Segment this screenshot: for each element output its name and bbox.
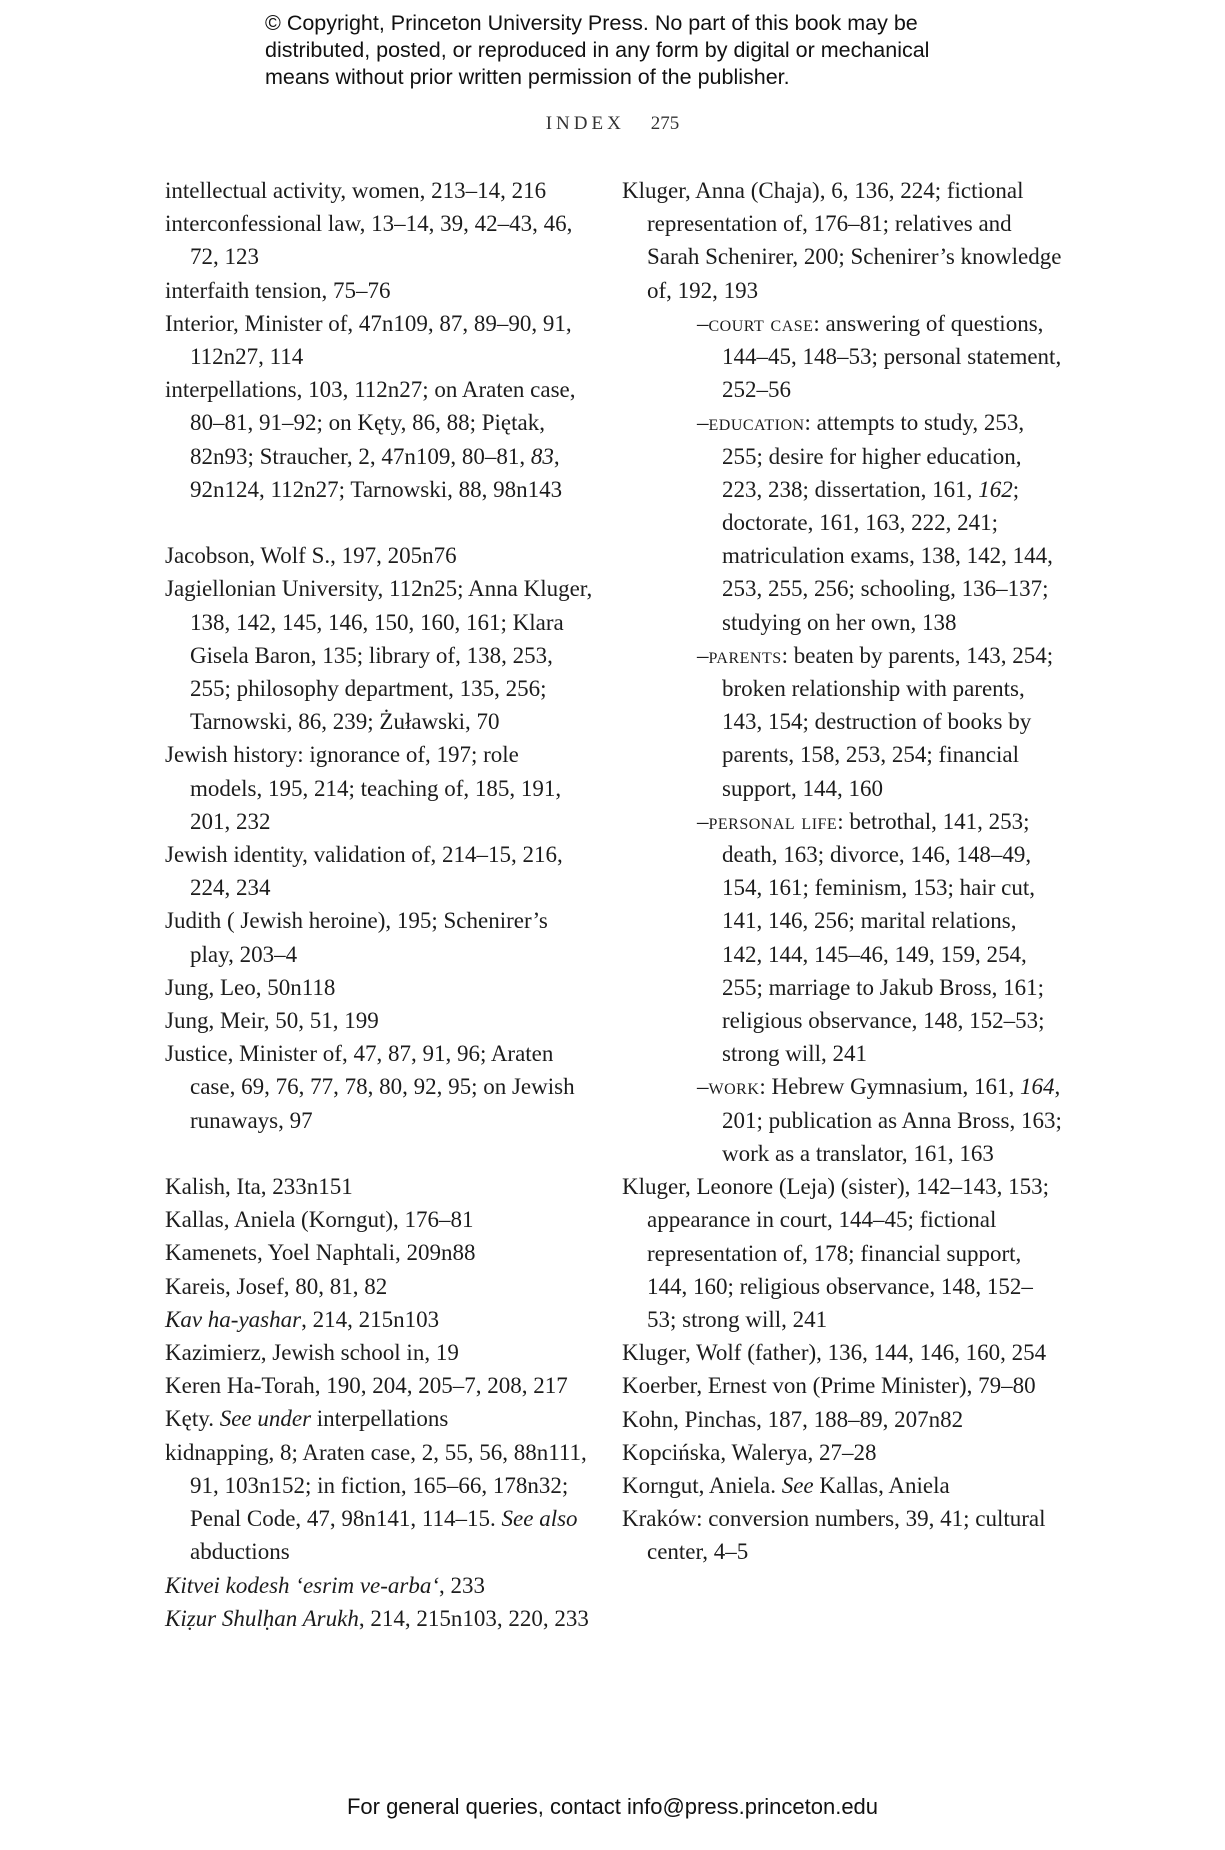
cross-reference: See under bbox=[219, 1406, 312, 1432]
index-entry bbox=[622, 1469, 1062, 1502]
index-subentry: –personal life: betrothal, 141, 253; death, 163; divorce, 146, 148–49, 154, 161; feminism, 153; hair cut, 141, 146, 256; marital relations, 142, 144, 145–46, 149, 159, 254, 255; marriage to Jakub Bross, 161; religious observance, 148, 152–53; strong will, 241 bbox=[697, 808, 1045, 1067]
entry-title-italic: Kiẓur Shulḥan Arukh bbox=[165, 1605, 359, 1631]
index-entry: Kopcińska, Walerya, 27–28 bbox=[622, 1439, 877, 1465]
contact-footer: For general queries, contact info@press.princeton.edu bbox=[346, 1794, 879, 1819]
entry-text: : beaten by parents, 143, 254; broken relationship with parents, 143, 154; destruction of books by parents, 158, 253, 254; financial support, 144, 160 bbox=[722, 642, 1054, 801]
index-subentry: –parents: beaten by parents, 143, 254; broken relationship with parents, 143, 154; destruction of books by parents, 158, 253, 254; financial support, 144, 160 bbox=[697, 642, 1054, 801]
entry-text-italic: 162 bbox=[978, 476, 1013, 502]
index-entry: Jewish history: ignorance of, 197; role models, 195, 214; teaching of, 185, 191, 201, 232 bbox=[165, 742, 562, 834]
index-entry: Justice, Minister of, 47, 87, 91, 96; Araten case, 69, 76, 77, 78, 80, 92, 95; on Jewish runaways, 97 bbox=[165, 1041, 575, 1133]
page-number: 275 bbox=[650, 113, 680, 134]
index-entry: Kallas, Aniela (Korngut), 176–81 bbox=[165, 1207, 474, 1233]
index-subentry: –education: attempts to study, 253, 255; desire for higher education, 223, 238; dissertation, 161, 162; doctorate, 161, 163, 222, 241; matriculation exams, 138, 142, 144, 253, 255, 256; schooling, 136–137; studying on her own, 138 bbox=[697, 410, 1053, 635]
entry-text: ; doctorate, 161, 163, 222, 241; matriculation exams, 138, 142, 144, 253, 255, 256; schooling, 136–137; studying on her own, 138 bbox=[722, 476, 1053, 635]
index-subentry: –court case: answering of questions, 144–45, 148–53; personal statement, 252–56 bbox=[697, 310, 1062, 403]
index-entry: Judith ( Jewish heroine), 195; Schenirer’s play, 203–4 bbox=[165, 908, 548, 967]
index-entry: Jung, Leo, 50n118 bbox=[165, 974, 336, 1000]
index-entry bbox=[165, 373, 595, 506]
subentry-label: personal life bbox=[708, 808, 838, 834]
copyright-line: means without prior written permission of the publisher. bbox=[265, 65, 790, 89]
index-entry: Kraków: conversion numbers, 39, 41; cultural center, 4–5 bbox=[622, 1506, 1046, 1565]
entry-text: : betrothal, 141, 253; death, 163; divorce, 146, 148–49, 154, 161; feminism, 153; hair cut, 141, 146, 256; marital relations, 142, 144, 145–46, 149, 159, 254, 255; marriage to Jakub Bross, 161; religious observance, 148, 152–53; strong will, 241 bbox=[722, 808, 1045, 1067]
index-entry: Interior, Minister of, 47n109, 87, 89–90, 91, 112n27, 114 bbox=[165, 310, 572, 370]
copyright-line: distributed, posted, or reproduced in any form by digital or mechanical bbox=[265, 38, 930, 62]
entry-text: Kęty. bbox=[165, 1406, 220, 1432]
subentry-label: education bbox=[708, 410, 805, 436]
entry-text: kidnapping, 8; Araten case, 2, 55, 56, 88n111, 91, 103n152; in fiction, 165–66, 178n32; Penal Code, 47, 98n141, 114–15. bbox=[165, 1439, 587, 1532]
index-entry: Jung, Meir, 50, 51, 199 bbox=[165, 1008, 379, 1034]
subentry-label: court case bbox=[708, 310, 814, 336]
entry-text: , 233 bbox=[439, 1572, 486, 1598]
index-entry: intellectual activity, women, 213–14, 216 bbox=[165, 178, 547, 203]
entry-text-italic: 83 bbox=[530, 443, 554, 469]
subentry-label: parents bbox=[708, 642, 782, 668]
entry-text: , 92n124, 112n27; Tarnowski, 88, 98n143 bbox=[190, 443, 563, 502]
header-label: INDEX bbox=[545, 113, 625, 134]
index-entry: Kluger, Wolf (father), 136, 144, 146, 160, 254 bbox=[622, 1340, 1047, 1366]
cross-reference: See bbox=[781, 1472, 814, 1498]
letter-gap bbox=[165, 506, 595, 539]
copyright-line: © Copyright, Princeton University Press. No part of this book may be bbox=[265, 11, 918, 35]
index-subentry: –work: Hebrew Gymnasium, 161, 164, 201; publication as Anna Bross, 163; work as a translator, 161, 163 bbox=[697, 1074, 1062, 1166]
index-entry: Kluger, Anna (Chaja), 6, 136, 224; fictional representation of, 176–81; relatives and Sarah Schenirer, 200; Schenirer’s knowledge of, 192, 193 bbox=[622, 178, 1062, 303]
index-entry: Kazimierz, Jewish school in, 19 bbox=[165, 1340, 459, 1366]
entry-text: : Hebrew Gymnasium, 161, bbox=[759, 1074, 1021, 1100]
entry-text: Kallas, Aniela bbox=[813, 1472, 950, 1498]
subentry-label: work bbox=[708, 1074, 760, 1100]
index-entry bbox=[165, 1303, 595, 1336]
index-entry: Kohn, Pinchas, 187, 188–89, 207n82 bbox=[622, 1406, 964, 1432]
index-column-left bbox=[165, 174, 595, 1635]
entry-text: abductions bbox=[190, 1539, 290, 1565]
index-entry bbox=[165, 1402, 595, 1435]
entry-text: : attempts to study, 253, 255; desire for higher education, 223, 238; dissertation, 161, bbox=[722, 410, 1025, 502]
entry-text: , 214, 215n103 bbox=[301, 1306, 440, 1332]
entry-text: , 214, 215n103, 220, 233 bbox=[358, 1605, 589, 1631]
index-entry: Kareis, Josef, 80, 81, 82 bbox=[165, 1273, 388, 1299]
index-column-right bbox=[622, 174, 1062, 1569]
index-entry: Jewish identity, validation of, 214–15, 216, 224, 234 bbox=[165, 842, 563, 901]
index-entry: Jagiellonian University, 112n25; Anna Kluger, 138, 142, 145, 146, 150, 160, 161; Klara Gisela Baron, 135; library of, 138, 253, 255; philosophy department, 135, 256; Tarnowski, 86, 239; Żuławski, 70 bbox=[165, 576, 593, 735]
index-entry bbox=[165, 1436, 595, 1569]
entry-title-italic: Kav ha-yashar bbox=[165, 1306, 302, 1332]
copyright-notice bbox=[265, 10, 1025, 91]
index-entry: interconfessional law, 13–14, 39, 42–43, 46, 72, 123 bbox=[165, 211, 573, 270]
index-entry: Keren Ha-Torah, 190, 204, 205–7, 208, 217 bbox=[165, 1373, 568, 1399]
index-entry: Jacobson, Wolf S., 197, 205n76 bbox=[165, 543, 457, 569]
index-entry: Kamenets, Yoel Naphtali, 209n88 bbox=[165, 1240, 476, 1266]
entry-text: : answering of questions, 144–45, 148–53; personal statement, 252–56 bbox=[722, 310, 1062, 403]
index-entry: interfaith tension, 75–76 bbox=[165, 277, 391, 303]
cross-reference: See also bbox=[501, 1506, 578, 1532]
index-entry: Kalish, Ita, 233n151 bbox=[165, 1174, 353, 1200]
entry-text: , 201; publication as Anna Bross, 163; work as a translator, 161, 163 bbox=[722, 1074, 1062, 1166]
entry-text-italic: 164 bbox=[1020, 1074, 1055, 1100]
index-entry: Kluger, Leonore (Leja) (sister), 142–143, 153; appearance in court, 144–45; fictional representation of, 178; financial support, 144, 160; religious observance, 148, 152–53; strong will, 241 bbox=[622, 1174, 1050, 1332]
entry-text: interpellations, 103, 112n27; on Araten case, 80–81, 91–92; on Kęty, 86, 88; Piętak, 82n93; Straucher, 2, 47n109, 80–81, bbox=[165, 377, 576, 469]
entry-text: interpellations bbox=[311, 1406, 449, 1432]
running-header bbox=[0, 113, 1225, 135]
index-entry: Koerber, Ernest von (Prime Minister), 79–80 bbox=[622, 1373, 1036, 1399]
index-entry bbox=[165, 1602, 595, 1635]
entry-text: Korngut, Aniela. bbox=[622, 1472, 782, 1498]
letter-gap bbox=[165, 1137, 595, 1170]
index-entry bbox=[165, 1569, 595, 1602]
entry-title-italic: Kitvei kodesh ‘esrim ve-arba‘ bbox=[165, 1572, 440, 1598]
